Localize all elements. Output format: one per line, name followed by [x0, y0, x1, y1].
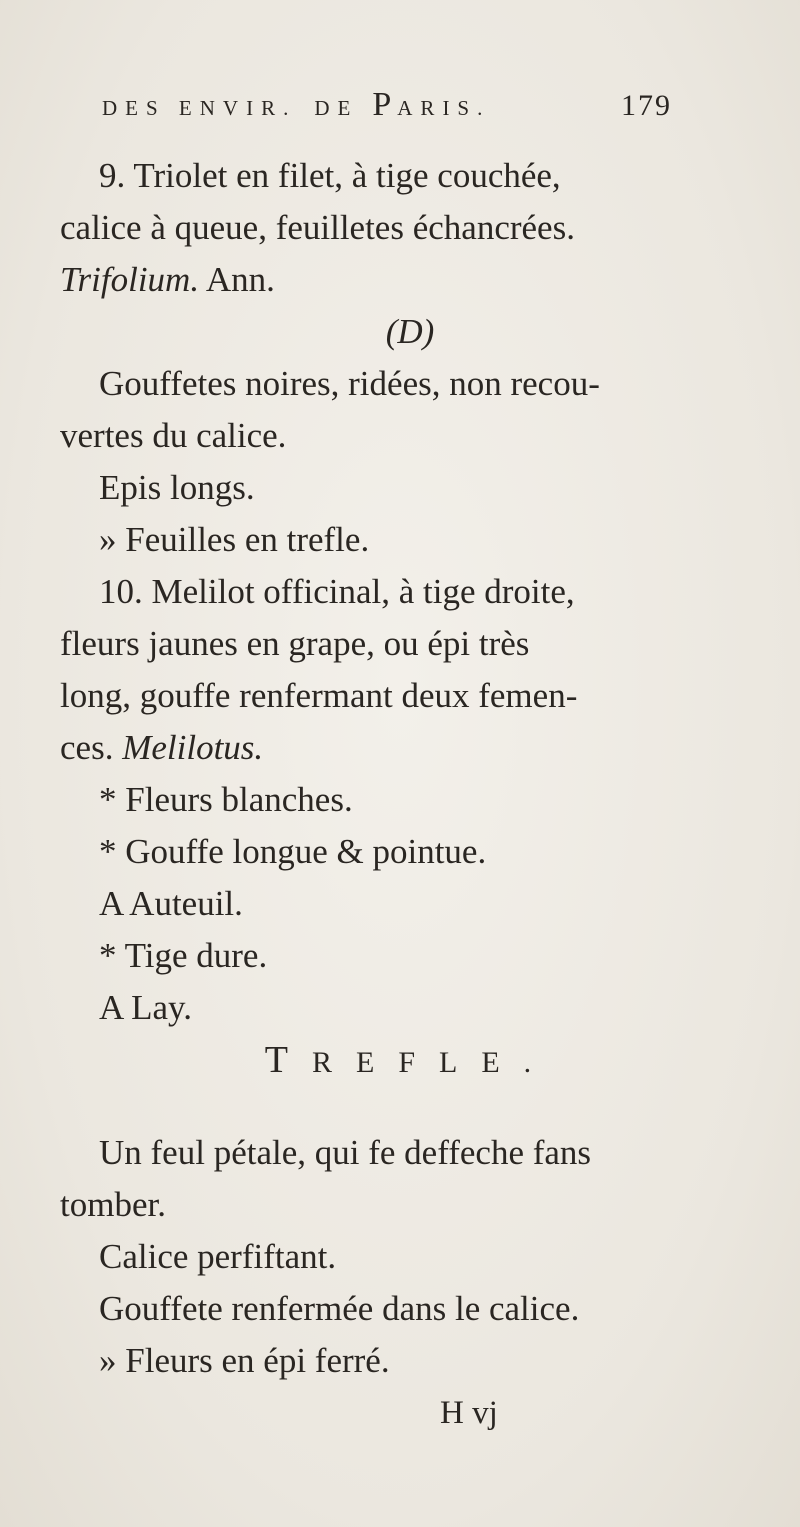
text-line: A Lay.: [99, 988, 192, 1027]
text-line: Epis longs.: [99, 468, 255, 507]
running-head-text-2: DE: [314, 96, 359, 120]
text-line: tomber.: [60, 1185, 166, 1224]
text-line: » Fleurs en épi ferré.: [99, 1341, 390, 1380]
spacer: [60, 1089, 760, 1127]
text-line: 10. Melilot officinal, à tige droite,: [99, 572, 575, 611]
signature-mark: H vj: [440, 1395, 498, 1431]
page-body: [60, 150, 760, 1439]
running-head-text-4: ARIS.: [397, 96, 491, 120]
running-head: [102, 86, 672, 124]
division-marker: (D): [385, 312, 435, 351]
text-line: A Auteuil.: [99, 884, 243, 923]
text-line: * Tige dure.: [99, 936, 268, 975]
running-head-text-3: P: [372, 86, 398, 123]
text-line: long, gouffe renfermant deux femen-: [60, 676, 578, 715]
section-title-initial: T: [264, 1039, 313, 1081]
text-line: Un feul pétale, qui fe deffeche fans: [99, 1133, 592, 1172]
text-line: 9. Triolet en filet, à tige couchée,: [99, 156, 561, 195]
text-line: [60, 722, 760, 774]
text-line: [60, 254, 760, 306]
text-line: * Fleurs blanches.: [99, 780, 353, 819]
text-fragment: Ann.: [199, 260, 275, 299]
text-line: * Gouffe longue & pointue.: [99, 832, 487, 871]
section-title: [60, 1034, 760, 1089]
text-fragment: ces.: [60, 728, 123, 767]
running-head-text-1: DES ENVIR.: [102, 96, 297, 120]
text-line: Gouffete renfermée dans le calice.: [99, 1289, 580, 1328]
text-line: Gouffetes noires, ridées, non recou-: [99, 364, 600, 403]
section-title-rest: REFLE.: [312, 1046, 556, 1079]
text-line: fleurs jaunes en grape, ou épi très: [60, 624, 530, 663]
text-line: vertes du calice.: [60, 416, 287, 455]
text-line: calice à queue, feuilletes échancrées.: [60, 208, 575, 247]
page-number: 179: [621, 89, 672, 122]
species-name: Melilotus.: [122, 728, 264, 767]
text-line: Calice perfiftant.: [99, 1237, 337, 1276]
text-line: » Feuilles en trefle.: [99, 520, 370, 559]
species-name: Trifolium.: [60, 260, 200, 299]
